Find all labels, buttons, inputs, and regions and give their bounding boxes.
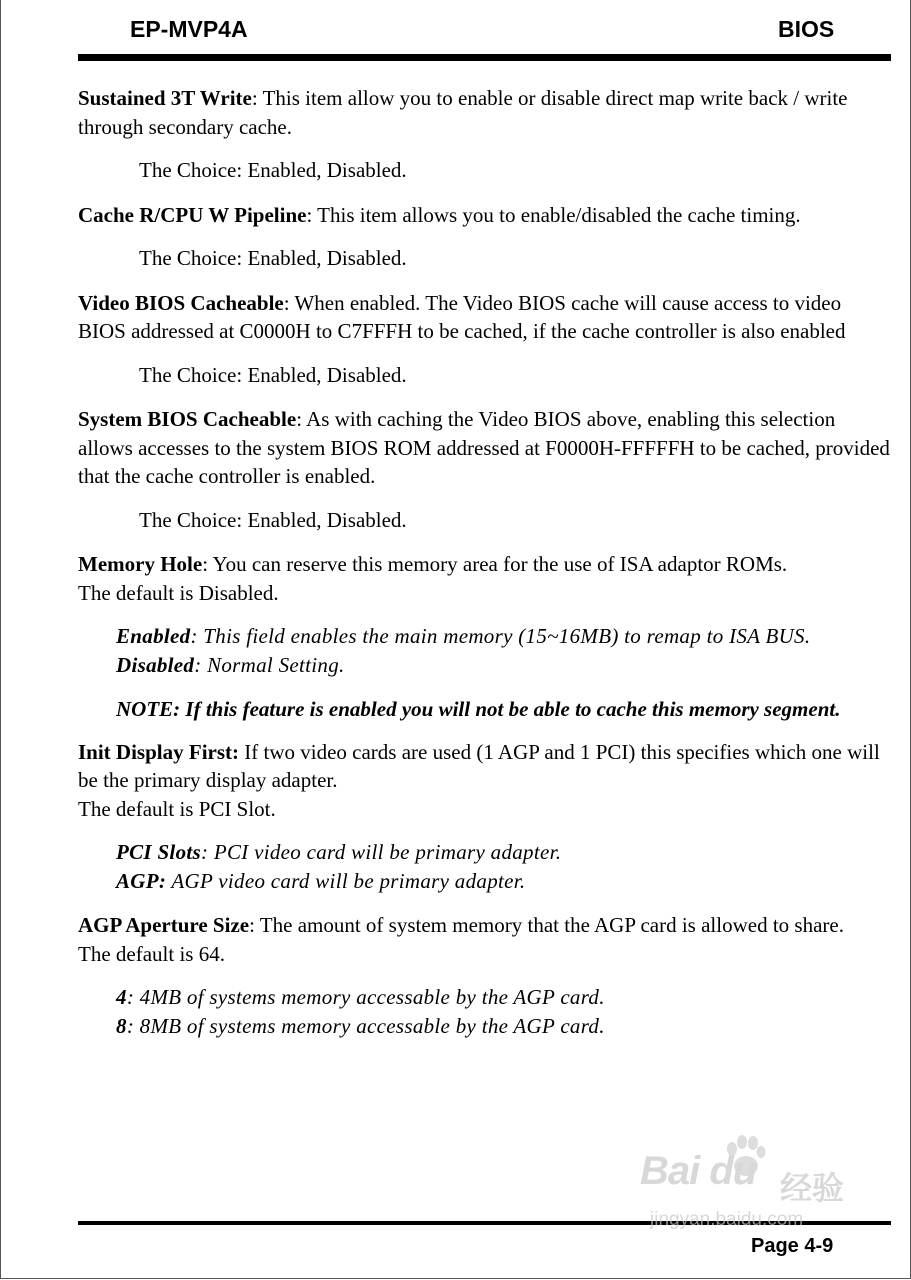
header-model: EP-MVP4A [130, 16, 248, 42]
section-init-display-first [78, 738, 891, 824]
option-desc: AGP video card will be primary adapter. [166, 868, 526, 893]
section-text: : This item allow you to enable or disable direct map write back / write through secondary cache. [78, 86, 848, 139]
section-title: Memory Hole [78, 552, 203, 576]
option-item [116, 622, 891, 651]
header-section: BIOS [778, 16, 835, 42]
choice-line: The Choice: Enabled, Disabled. [139, 158, 407, 182]
section-title: System BIOS Cacheable [78, 407, 297, 431]
watermark [640, 1135, 860, 1245]
option-item [116, 1012, 891, 1041]
choice-line: The Choice: Enabled, Disabled. [139, 246, 407, 270]
paragraph [78, 550, 891, 579]
section-text: If two video cards are used (1 AGP and 1 PCI) this specifies which one will be the primary display adapter. [78, 739, 880, 792]
section-sustained-3t-write [78, 84, 891, 141]
option-item [116, 983, 891, 1012]
watermark-url: jingyan.baidu.com [650, 1209, 804, 1230]
paragraph [78, 289, 891, 346]
section-cache-pipeline [78, 201, 891, 230]
option-term: PCI Slots [116, 840, 201, 864]
default-line: The default is PCI Slot. [78, 796, 276, 821]
default-line: The default is 64. [78, 941, 225, 966]
option-desc: : 8MB of systems memory accessable by the AGP card. [126, 1013, 605, 1038]
paragraph [78, 84, 891, 141]
paragraph [78, 911, 891, 940]
watermark-brand: Bai du [640, 1149, 757, 1193]
option-desc: : 4MB of systems memory accessable by the AGP card. [126, 985, 605, 1009]
option-term: Disabled [116, 652, 195, 677]
section-title: Init Display First: [78, 739, 240, 764]
paragraph [78, 201, 891, 230]
page-content [78, 84, 891, 1056]
paragraph [78, 405, 891, 491]
option-list [116, 983, 891, 1040]
section-text: : As with caching the Video BIOS above, enabling this selection allows accesses to the system BIOS ROM addressed at F0000H-FFFFFH to be cached, provided that the cache controller is enabled. [78, 407, 890, 488]
watermark-brand-cn: 经验 [780, 1170, 845, 1206]
option-term: AGP: [116, 868, 167, 893]
option-term: 4 [116, 985, 127, 1009]
default-line: The default is Disabled. [78, 580, 279, 605]
option-item [116, 838, 891, 867]
option-list [116, 622, 891, 679]
choice-line: The Choice: Enabled, Disabled. [139, 507, 407, 532]
section-text: : This item allows you to enable/disabled the cache timing. [306, 202, 801, 227]
section-title: Sustained 3T Write [78, 86, 252, 110]
section-text: : The amount of system memory that the AGP card is allowed to share. [249, 913, 844, 937]
option-desc: : Normal Setting. [194, 652, 345, 677]
section-text: : When enabled. The Video BIOS cache will cause access to video BIOS addressed at C0000H to C7FFFH to be cached, if the cache controller is also enabled [78, 290, 846, 343]
option-term: 8 [116, 1013, 127, 1038]
option-term: Enabled [116, 624, 191, 648]
option-item [116, 867, 891, 896]
section-title: Video BIOS Cacheable [78, 290, 284, 315]
section-agp-aperture-size [78, 911, 891, 968]
note: NOTE: If this feature is enabled you will not be able to cache this memory segment. [116, 697, 841, 721]
option-item [116, 651, 891, 680]
page-number: Page 4-9 [751, 1235, 834, 1257]
section-title: AGP Aperture Size [78, 913, 250, 937]
header-rule [78, 54, 891, 61]
section-text: : You can reserve this memory area for the use of ISA adaptor ROMs. [202, 552, 788, 576]
option-list [116, 838, 891, 895]
section-system-bios-cacheable [78, 405, 891, 491]
section-video-bios-cacheable [78, 289, 891, 346]
choice-line: The Choice: Enabled, Disabled. [139, 362, 407, 387]
section-title: Cache R/CPU W Pipeline [78, 202, 307, 227]
paragraph [78, 738, 891, 795]
section-memory-hole [78, 550, 891, 607]
option-desc: : PCI video card will be primary adapter. [200, 840, 562, 864]
option-desc: : This field enables the main memory (15~16MB) to remap to ISA BUS. [190, 624, 811, 648]
